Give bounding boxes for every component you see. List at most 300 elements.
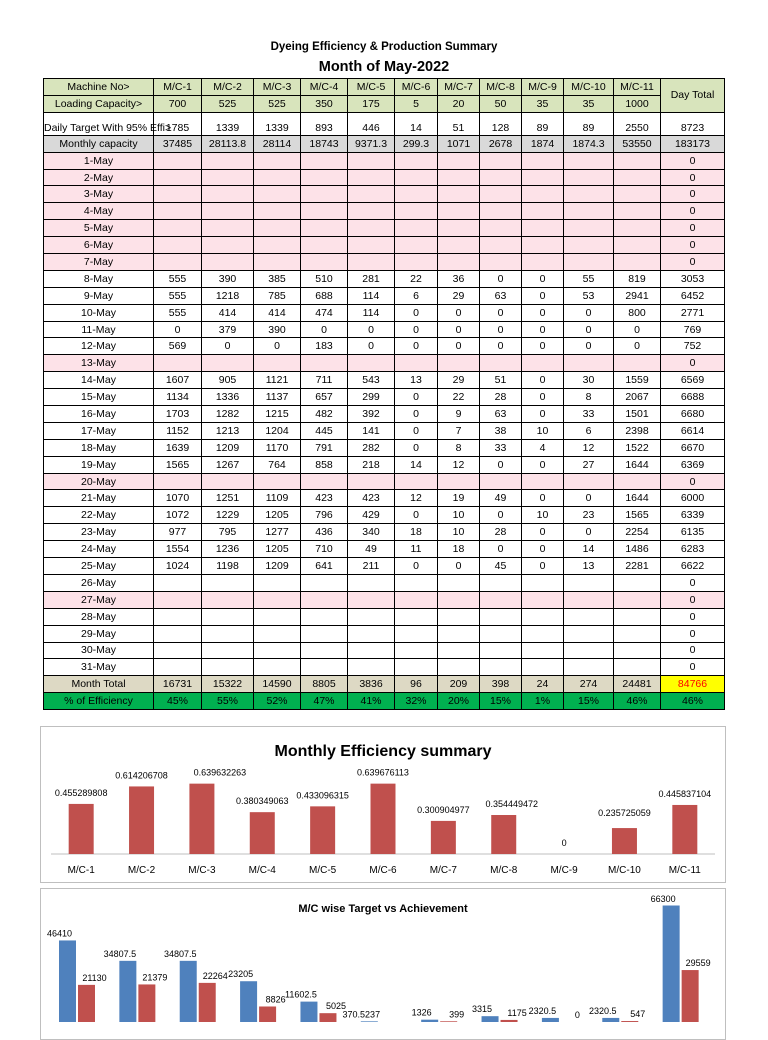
data-label: 21379 — [142, 972, 168, 983]
day-total-cell: 6339 — [661, 507, 725, 524]
production-cell — [395, 152, 438, 169]
data-label: 2320.5 — [589, 1005, 617, 1016]
production-cell: 977 — [154, 524, 202, 541]
production-cell — [154, 659, 202, 676]
production-cell: 0 — [154, 321, 202, 338]
production-cell — [348, 237, 395, 254]
production-cell: 12 — [395, 490, 438, 507]
production-cell: 0 — [522, 321, 564, 338]
data-label: 1326 — [411, 1007, 432, 1018]
table-row — [44, 372, 725, 389]
production-cell — [614, 220, 661, 237]
production-cell — [154, 574, 202, 591]
date-cell: 6-May — [44, 237, 154, 254]
production-cell: 63 — [480, 406, 522, 423]
achievement-bar — [682, 970, 699, 1022]
production-cell — [564, 659, 614, 676]
target-value: 1785 — [154, 112, 202, 135]
achievement-bar — [501, 1020, 518, 1022]
production-cell: 1209 — [254, 558, 301, 575]
production-cell: 0 — [564, 524, 614, 541]
production-cell: 19 — [438, 490, 480, 507]
production-cell — [522, 254, 564, 271]
day-total-cell: 0 — [661, 152, 725, 169]
target-vs-achievement-chart — [40, 888, 726, 1040]
production-cell: 791 — [301, 439, 348, 456]
production-cell: 1070 — [154, 490, 202, 507]
data-label: 0.445837104 — [658, 788, 712, 799]
production-cell — [254, 186, 301, 203]
machine-header: M/C-8 — [480, 79, 522, 96]
efficiency-total: 46% — [661, 693, 725, 710]
production-cell: 555 — [154, 304, 202, 321]
production-cell — [301, 625, 348, 642]
production-cell — [202, 473, 254, 490]
report-subtitle: Month of May-2022 — [318, 59, 450, 75]
production-cell: 53 — [564, 287, 614, 304]
production-cell — [395, 203, 438, 220]
production-cell — [202, 186, 254, 203]
production-cell: 183 — [301, 338, 348, 355]
production-cell — [395, 355, 438, 372]
production-cell: 0 — [522, 406, 564, 423]
efficiency-bar — [371, 784, 396, 854]
month-total-value: 16731 — [154, 676, 202, 693]
production-cell — [348, 355, 395, 372]
production-cell: 0 — [480, 507, 522, 524]
production-cell — [254, 574, 301, 591]
table-row — [44, 338, 725, 355]
production-cell — [438, 203, 480, 220]
day-total-header: Day Total — [661, 79, 725, 113]
production-cell: 11 — [395, 541, 438, 558]
day-total-cell: 0 — [661, 642, 725, 659]
production-cell: 0 — [522, 338, 564, 355]
production-cell: 414 — [254, 304, 301, 321]
date-cell: 27-May — [44, 591, 154, 608]
table-row — [44, 608, 725, 625]
production-cell: 0 — [614, 338, 661, 355]
production-cell: 1703 — [154, 406, 202, 423]
production-cell — [301, 642, 348, 659]
production-cell — [254, 355, 301, 372]
table-row — [44, 574, 725, 591]
date-cell: 14-May — [44, 372, 154, 389]
data-label: 34807.5 — [163, 948, 197, 959]
machine-label: Machine No> — [44, 79, 154, 96]
production-cell — [301, 574, 348, 591]
production-cell: 10 — [438, 507, 480, 524]
monthly-value: 53550 — [614, 135, 661, 152]
x-tick-label: M/C-10 — [608, 865, 641, 876]
production-cell — [202, 574, 254, 591]
data-label: 0 — [561, 838, 567, 848]
production-cell: 1644 — [614, 456, 661, 473]
day-total-cell: 0 — [661, 169, 725, 186]
production-cell: 1644 — [614, 490, 661, 507]
production-cell: 55 — [564, 270, 614, 287]
production-cell: 1277 — [254, 524, 301, 541]
efficiency-value: 41% — [348, 693, 395, 710]
production-cell — [202, 608, 254, 625]
production-cell — [614, 591, 661, 608]
production-cell: 1501 — [614, 406, 661, 423]
production-cell: 0 — [564, 490, 614, 507]
production-cell: 218 — [348, 456, 395, 473]
production-cell: 0 — [522, 456, 564, 473]
production-cell — [564, 574, 614, 591]
table-row — [44, 591, 725, 608]
table-row — [44, 186, 725, 203]
production-cell: 23 — [564, 507, 614, 524]
production-cell — [614, 203, 661, 220]
production-cell: 0 — [395, 422, 438, 439]
production-cell: 0 — [480, 304, 522, 321]
target-value: 89 — [522, 112, 564, 135]
table-row — [44, 625, 725, 642]
day-total-cell: 6000 — [661, 490, 725, 507]
production-cell: 63 — [480, 287, 522, 304]
date-cell: 28-May — [44, 608, 154, 625]
month-total-value: 274 — [564, 676, 614, 693]
production-cell — [480, 237, 522, 254]
production-cell — [301, 659, 348, 676]
production-cell: 0 — [348, 321, 395, 338]
production-cell: 29 — [438, 287, 480, 304]
data-label: 23205 — [228, 969, 254, 980]
production-cell — [254, 237, 301, 254]
production-cell — [254, 473, 301, 490]
production-cell — [348, 220, 395, 237]
target-value: 51 — [438, 112, 480, 135]
production-cell: 0 — [522, 287, 564, 304]
production-cell: 45 — [480, 558, 522, 575]
machine-header-row — [44, 79, 725, 96]
production-cell: 36 — [438, 270, 480, 287]
efficiency-row — [44, 693, 725, 710]
production-cell: 905 — [202, 372, 254, 389]
date-cell: 30-May — [44, 642, 154, 659]
production-cell: 0 — [395, 338, 438, 355]
production-cell: 392 — [348, 406, 395, 423]
machine-header: M/C-9 — [522, 79, 564, 96]
production-cell — [522, 355, 564, 372]
x-tick-label: M/C-6 — [369, 865, 397, 876]
date-cell: 31-May — [44, 659, 154, 676]
production-cell: 785 — [254, 287, 301, 304]
production-cell: 0 — [480, 321, 522, 338]
production-cell: 29 — [438, 372, 480, 389]
production-cell — [348, 254, 395, 271]
production-cell: 0 — [480, 270, 522, 287]
production-cell — [522, 186, 564, 203]
monthly-value: 9371.3 — [348, 135, 395, 152]
day-total-cell: 6135 — [661, 524, 725, 541]
production-cell: 33 — [564, 406, 614, 423]
efficiency-value: 15% — [480, 693, 522, 710]
production-cell — [480, 254, 522, 271]
grand-total: 84766 — [661, 676, 725, 693]
chart-title: Monthly Efficiency summary — [274, 743, 492, 760]
table-row — [44, 203, 725, 220]
x-tick-label: M/C-9 — [550, 865, 578, 876]
production-cell — [154, 625, 202, 642]
production-cell — [522, 642, 564, 659]
production-cell — [522, 169, 564, 186]
x-tick-label: M/C-7 — [429, 865, 457, 876]
day-total-cell: 3053 — [661, 270, 725, 287]
date-cell: 15-May — [44, 389, 154, 406]
production-cell: 1565 — [154, 456, 202, 473]
production-cell — [522, 220, 564, 237]
production-cell — [348, 608, 395, 625]
production-cell: 688 — [301, 287, 348, 304]
monthly-value: 1874.3 — [564, 135, 614, 152]
production-cell — [614, 355, 661, 372]
production-cell — [301, 355, 348, 372]
production-cell — [564, 591, 614, 608]
day-total-cell: 6670 — [661, 439, 725, 456]
data-label: 370.5237 — [342, 1009, 381, 1020]
production-cell: 211 — [348, 558, 395, 575]
production-cell — [202, 169, 254, 186]
monthly-value: 1874 — [522, 135, 564, 152]
production-cell: 33 — [480, 439, 522, 456]
production-cell — [202, 659, 254, 676]
date-cell: 1-May — [44, 152, 154, 169]
efficiency-bar — [250, 812, 275, 854]
production-cell — [438, 473, 480, 490]
month-total-value: 8805 — [301, 676, 348, 693]
production-cell — [564, 254, 614, 271]
production-cell: 711 — [301, 372, 348, 389]
production-cell — [438, 625, 480, 642]
efficiency-bar — [431, 821, 456, 854]
data-label: 1175 — [507, 1007, 527, 1018]
monthly-value: 28113.8 — [202, 135, 254, 152]
day-total-cell: 752 — [661, 338, 725, 355]
date-cell: 5-May — [44, 220, 154, 237]
production-cell: 12 — [564, 439, 614, 456]
production-cell: 1215 — [254, 406, 301, 423]
production-cell — [438, 186, 480, 203]
production-cell — [564, 203, 614, 220]
date-cell: 7-May — [44, 254, 154, 271]
production-cell: 10 — [438, 524, 480, 541]
date-cell: 26-May — [44, 574, 154, 591]
production-cell: 2941 — [614, 287, 661, 304]
production-cell: 379 — [202, 321, 254, 338]
production-cell — [254, 642, 301, 659]
production-cell: 0 — [395, 389, 438, 406]
target-bar — [240, 981, 257, 1022]
target-value: 893 — [301, 112, 348, 135]
production-cell — [202, 355, 254, 372]
production-cell: 0 — [480, 541, 522, 558]
x-tick-label: M/C-2 — [127, 865, 156, 876]
table-row — [44, 659, 725, 676]
production-cell — [154, 220, 202, 237]
production-cell — [480, 608, 522, 625]
production-cell: 2254 — [614, 524, 661, 541]
production-cell: 0 — [395, 558, 438, 575]
date-cell: 22-May — [44, 507, 154, 524]
day-total-cell: 6369 — [661, 456, 725, 473]
production-cell — [480, 659, 522, 676]
production-cell: 7 — [438, 422, 480, 439]
monthly-total: 183173 — [661, 135, 725, 152]
production-cell: 2281 — [614, 558, 661, 575]
target-bar — [361, 1021, 378, 1022]
month-total-value: 398 — [480, 676, 522, 693]
target-total: 8723 — [661, 112, 725, 135]
production-cell: 1024 — [154, 558, 202, 575]
day-total-cell: 2771 — [661, 304, 725, 321]
production-cell — [301, 186, 348, 203]
loading-value: 1000 — [614, 95, 661, 112]
production-cell — [348, 574, 395, 591]
production-cell: 385 — [254, 270, 301, 287]
production-cell — [395, 659, 438, 676]
date-cell: 8-May — [44, 270, 154, 287]
production-cell — [202, 642, 254, 659]
production-cell: 0 — [395, 439, 438, 456]
production-cell: 0 — [480, 338, 522, 355]
production-cell — [522, 659, 564, 676]
monthly-value: 299.3 — [395, 135, 438, 152]
production-cell — [154, 152, 202, 169]
date-cell: 25-May — [44, 558, 154, 575]
production-cell — [254, 608, 301, 625]
production-cell — [438, 152, 480, 169]
production-cell — [301, 591, 348, 608]
production-cell — [202, 237, 254, 254]
production-cell — [614, 169, 661, 186]
production-cell: 1639 — [154, 439, 202, 456]
production-cell: 1522 — [614, 439, 661, 456]
day-total-cell: 6569 — [661, 372, 725, 389]
production-cell: 569 — [154, 338, 202, 355]
machine-header: M/C-3 — [254, 79, 301, 96]
production-cell — [522, 591, 564, 608]
efficiency-value: 52% — [254, 693, 301, 710]
production-cell: 1198 — [202, 558, 254, 575]
achievement-bar — [138, 984, 155, 1022]
production-cell: 2398 — [614, 422, 661, 439]
production-cell — [438, 355, 480, 372]
table-row — [44, 456, 725, 473]
production-cell — [614, 625, 661, 642]
production-cell: 13 — [395, 372, 438, 389]
production-cell — [395, 574, 438, 591]
loading-value: 700 — [154, 95, 202, 112]
production-cell: 0 — [522, 558, 564, 575]
production-cell: 1209 — [202, 439, 254, 456]
target-value: 128 — [480, 112, 522, 135]
production-cell — [564, 642, 614, 659]
production-cell — [301, 608, 348, 625]
date-cell: 16-May — [44, 406, 154, 423]
data-label: 0.455289808 — [54, 787, 108, 798]
production-cell — [438, 591, 480, 608]
production-cell: 0 — [254, 338, 301, 355]
production-cell — [154, 186, 202, 203]
production-cell: 795 — [202, 524, 254, 541]
production-cell — [480, 203, 522, 220]
production-cell — [254, 169, 301, 186]
data-label: 0.380349063 — [235, 796, 289, 807]
production-cell: 2067 — [614, 389, 661, 406]
efficiency-value: 20% — [438, 693, 480, 710]
target-bar — [119, 961, 136, 1022]
production-cell: 299 — [348, 389, 395, 406]
month-total-value: 96 — [395, 676, 438, 693]
efficiency-value: 1% — [522, 693, 564, 710]
table-row — [44, 406, 725, 423]
production-cell: 14 — [395, 456, 438, 473]
production-cell: 0 — [522, 304, 564, 321]
production-cell — [614, 254, 661, 271]
production-cell: 12 — [438, 456, 480, 473]
loading-value: 525 — [254, 95, 301, 112]
production-cell — [522, 152, 564, 169]
production-cell: 1205 — [254, 541, 301, 558]
data-label: 0 — [574, 1010, 580, 1020]
target-value: 14 — [395, 112, 438, 135]
production-cell — [395, 220, 438, 237]
production-cell — [438, 574, 480, 591]
production-cell: 28 — [480, 389, 522, 406]
production-cell — [202, 220, 254, 237]
production-cell — [301, 152, 348, 169]
production-cell — [564, 152, 614, 169]
date-cell: 23-May — [44, 524, 154, 541]
target-value: 1339 — [202, 112, 254, 135]
loading-value: 350 — [301, 95, 348, 112]
production-cell: 114 — [348, 287, 395, 304]
production-cell — [614, 608, 661, 625]
production-cell: 14 — [564, 541, 614, 558]
data-label: 22264 — [202, 970, 228, 981]
production-cell: 22 — [395, 270, 438, 287]
monthly-value: 1071 — [438, 135, 480, 152]
production-cell: 1170 — [254, 439, 301, 456]
production-cell: 0 — [564, 304, 614, 321]
production-cell: 0 — [395, 304, 438, 321]
production-cell: 13 — [564, 558, 614, 575]
achievement-bar — [440, 1021, 457, 1022]
production-cell: 0 — [522, 270, 564, 287]
efficiency-value: 46% — [614, 693, 661, 710]
data-label: 0.639676113 — [357, 767, 409, 778]
production-cell — [154, 608, 202, 625]
production-cell — [154, 642, 202, 659]
production-cell: 27 — [564, 456, 614, 473]
date-cell: 24-May — [44, 541, 154, 558]
production-cell: 0 — [301, 321, 348, 338]
production-cell — [395, 169, 438, 186]
data-label: 0.433096315 — [296, 790, 349, 801]
production-cell — [395, 625, 438, 642]
monthly-value: 2678 — [480, 135, 522, 152]
day-total-cell: 769 — [661, 321, 725, 338]
date-cell: 11-May — [44, 321, 154, 338]
table-row — [44, 287, 725, 304]
production-cell: 1137 — [254, 389, 301, 406]
production-cell: 22 — [438, 389, 480, 406]
day-total-cell: 6688 — [661, 389, 725, 406]
production-cell — [480, 220, 522, 237]
